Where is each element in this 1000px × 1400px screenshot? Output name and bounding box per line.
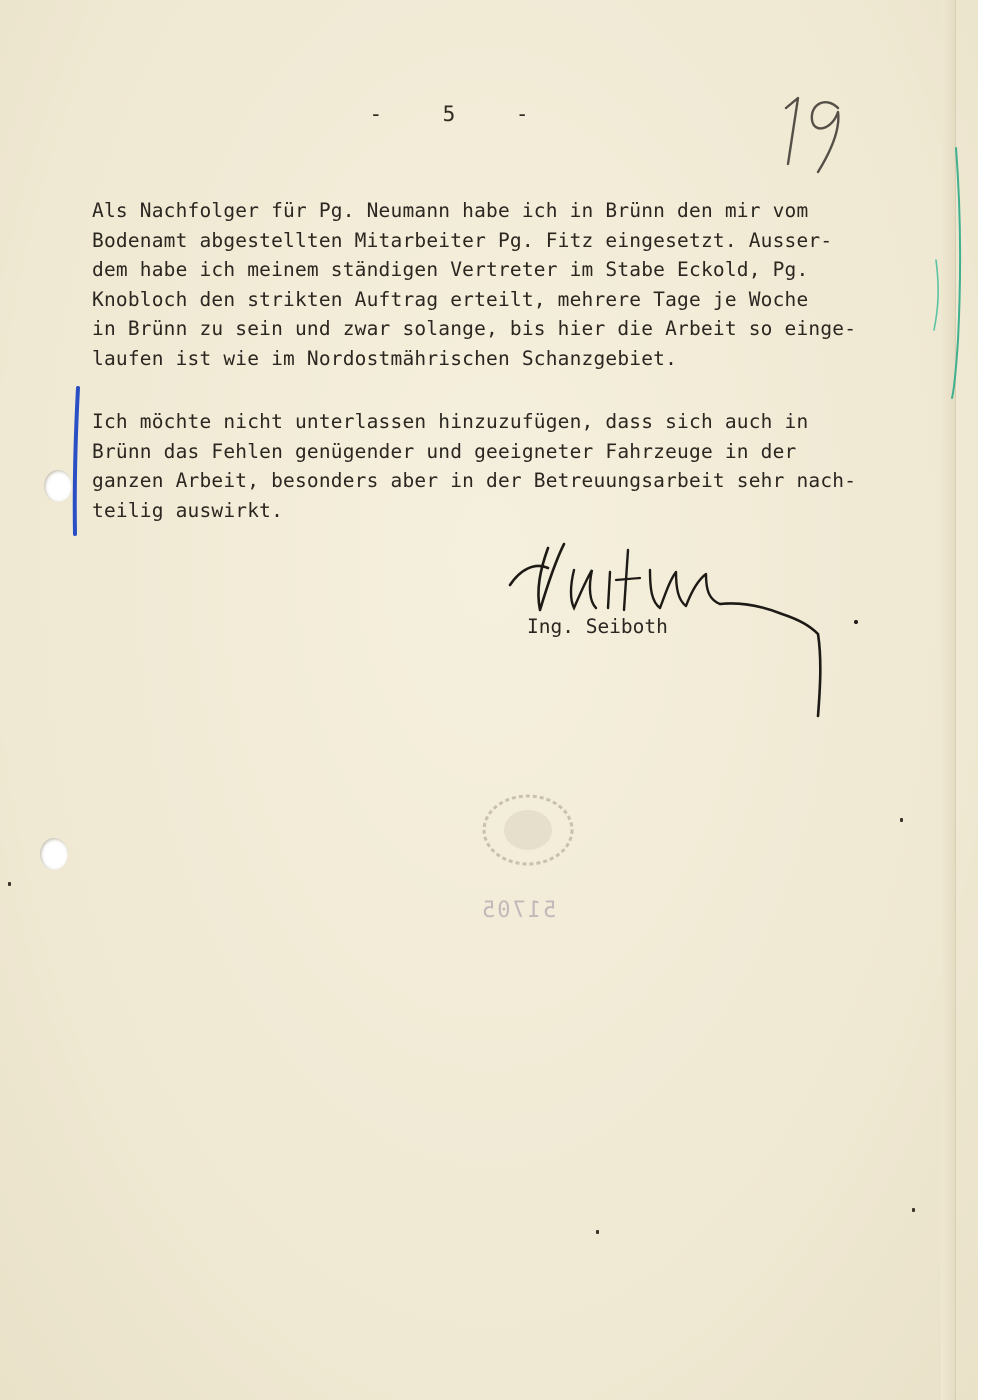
signer-name: Ing. Seiboth	[527, 615, 668, 638]
text-line: in Brünn zu sein und zwar solange, bis hier die Arbeit so einge-	[92, 317, 857, 340]
text-line: Als Nachfolger für Pg. Neumann habe ich in Brünn den mir vom	[92, 199, 809, 222]
archive-stamp-number: 51705	[480, 898, 557, 923]
paper-speck	[8, 882, 11, 886]
paper-speck	[596, 1230, 599, 1234]
text-line: Bodenamt abgestellten Mitarbeiter Pg. Fitz eingesetzt. Ausser-	[92, 228, 833, 252]
punch-hole-lower	[40, 838, 68, 870]
punch-hole-upper	[44, 470, 72, 502]
text-line: laufen ist wie im Nordostmährischen Schanzgebiet.	[92, 346, 678, 370]
page-number: - 5 -	[369, 102, 531, 126]
text-line: Brünn das Fehlen genügender und geeigneter Fahrzeuge in der	[92, 439, 797, 463]
faded-archive-stamp-circle	[478, 790, 578, 870]
text-line: Knobloch den strikten Auftrag erteilt, mehrere Tage je Woche	[92, 287, 809, 311]
handwritten-folio-number	[768, 86, 858, 176]
text-line: dem habe ich meinem ständigen Vertreter im Stabe Eckold, Pg.	[92, 258, 809, 281]
blue-pencil-margin-mark	[70, 386, 82, 536]
text-line: ganzen Arbeit, besonders aber in der Betreuungsarbeit sehr nach-	[92, 469, 857, 492]
text-line: teilig auswirkt.	[92, 498, 284, 522]
paragraph-vehicles	[92, 407, 952, 525]
paper-speck	[912, 1208, 915, 1212]
paper-speck	[900, 818, 903, 822]
text-line: Ich möchte nicht unterlassen hinzuzufügen, dass sich auch in	[92, 410, 809, 433]
paragraph-successor	[92, 196, 952, 373]
